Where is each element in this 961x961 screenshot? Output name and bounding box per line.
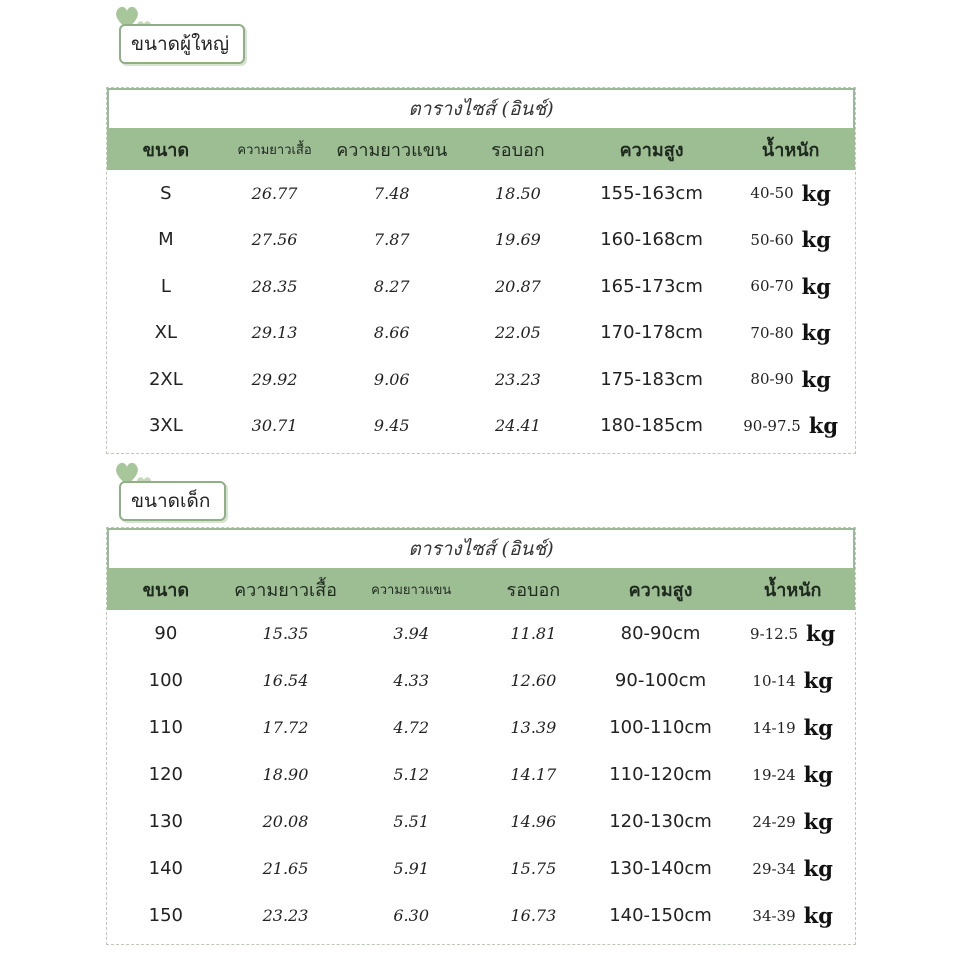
weight-value: 40-50 bbox=[750, 184, 794, 203]
weight-cell bbox=[730, 621, 855, 646]
chest-cell: 15.75 bbox=[510, 859, 557, 878]
height-cell: 80-90cm bbox=[620, 623, 701, 644]
adult-size-table bbox=[106, 87, 856, 454]
header-chest: รอบอก bbox=[491, 139, 545, 161]
kids-table-title: ตารางไซส์ (อินช์) bbox=[107, 528, 855, 568]
chest-cell: 11.81 bbox=[510, 624, 557, 643]
weight-cell bbox=[726, 367, 855, 392]
header-weight: น้ำหนัก bbox=[761, 139, 820, 161]
kids-heading: ขนาดเด็ก bbox=[119, 481, 226, 521]
weight-unit: kg bbox=[803, 856, 833, 881]
weight-value: 70-80 bbox=[750, 323, 794, 342]
chest-cell: 12.60 bbox=[510, 671, 557, 690]
height-cell: 110-120cm bbox=[609, 764, 712, 785]
header-height: ความสูง bbox=[619, 139, 684, 161]
weight-value: 29-34 bbox=[752, 859, 796, 878]
weight-unit: kg bbox=[801, 180, 831, 206]
chest-cell: 16.73 bbox=[510, 906, 557, 925]
weight-unit: kg bbox=[808, 413, 839, 439]
weight-value: 50-60 bbox=[750, 230, 794, 249]
weight-unit: kg bbox=[803, 762, 833, 787]
height-cell: 175-183cm bbox=[600, 368, 703, 390]
adult-table-header bbox=[107, 128, 855, 170]
weight-cell bbox=[726, 274, 855, 299]
size-cell: 120 bbox=[148, 764, 184, 785]
chest-cell: 24.41 bbox=[495, 416, 541, 436]
table-row bbox=[107, 310, 855, 357]
weight-unit: kg bbox=[801, 273, 831, 299]
size-cell: M bbox=[158, 229, 174, 251]
length-cell: 28.35 bbox=[251, 276, 298, 296]
chest-cell: 22.05 bbox=[495, 323, 541, 343]
header-weight: น้ำหนัก bbox=[763, 579, 822, 601]
weight-unit: kg bbox=[801, 320, 831, 346]
weight-cell bbox=[730, 668, 855, 693]
size-cell: 3XL bbox=[148, 415, 183, 437]
weight-unit: kg bbox=[801, 227, 831, 253]
weight-value: 19-24 bbox=[752, 765, 796, 784]
height-cell: 140-150cm bbox=[609, 905, 712, 926]
sleeve-cell: 8.66 bbox=[373, 323, 410, 343]
table-row bbox=[107, 845, 855, 892]
sleeve-cell: 5.51 bbox=[393, 812, 429, 831]
header-size: ขนาด bbox=[142, 579, 190, 601]
weight-unit: kg bbox=[803, 715, 833, 740]
length-cell: 27.56 bbox=[251, 230, 298, 250]
weight-value: 80-90 bbox=[750, 370, 794, 389]
weight-value: 34-39 bbox=[752, 906, 796, 925]
sleeve-cell: 6.30 bbox=[393, 906, 429, 925]
header-sleeve: ความยาวแขน bbox=[371, 582, 452, 598]
length-cell: 29.13 bbox=[251, 323, 298, 343]
sleeve-cell: 9.06 bbox=[373, 369, 410, 389]
table-row bbox=[107, 263, 855, 310]
weight-value: 10-14 bbox=[752, 671, 796, 690]
size-cell: L bbox=[160, 275, 171, 297]
weight-cell bbox=[726, 413, 855, 438]
height-cell: 170-178cm bbox=[600, 322, 703, 344]
length-cell: 15.35 bbox=[262, 624, 309, 643]
header-sleeve: ความยาวแขน bbox=[336, 139, 448, 161]
size-cell: S bbox=[160, 182, 172, 204]
length-cell: 20.08 bbox=[262, 812, 309, 831]
chest-cell: 14.17 bbox=[510, 765, 557, 784]
sleeve-cell: 4.33 bbox=[393, 671, 429, 690]
chest-cell: 19.69 bbox=[495, 230, 541, 250]
chest-cell: 18.50 bbox=[495, 183, 541, 203]
height-cell: 165-173cm bbox=[600, 275, 703, 297]
size-cell: XL bbox=[154, 322, 178, 344]
sleeve-cell: 9.45 bbox=[373, 416, 410, 436]
table-row bbox=[107, 217, 855, 264]
table-row bbox=[107, 657, 855, 704]
chest-cell: 23.23 bbox=[495, 369, 541, 389]
height-cell: 180-185cm bbox=[600, 415, 703, 437]
chest-cell: 20.87 bbox=[495, 276, 541, 296]
header-height: ความสูง bbox=[628, 579, 693, 601]
weight-unit: kg bbox=[803, 668, 833, 693]
length-cell: 29.92 bbox=[251, 369, 298, 389]
weight-cell bbox=[726, 181, 855, 206]
length-cell: 30.71 bbox=[251, 416, 298, 436]
size-cell: 110 bbox=[148, 717, 184, 738]
sleeve-cell: 4.72 bbox=[393, 718, 429, 737]
weight-cell bbox=[726, 320, 855, 345]
kids-size-table bbox=[106, 527, 856, 945]
height-cell: 160-168cm bbox=[600, 229, 703, 251]
weight-cell bbox=[730, 856, 855, 881]
weight-value: 90-97.5 bbox=[743, 416, 801, 435]
table-row bbox=[107, 704, 855, 751]
height-cell: 120-130cm bbox=[609, 811, 712, 832]
table-row bbox=[107, 798, 855, 845]
size-cell: 150 bbox=[148, 905, 184, 926]
adult-table-title: ตารางไซส์ (อินช์) bbox=[107, 88, 855, 128]
length-cell: 17.72 bbox=[262, 718, 309, 737]
chest-cell: 14.96 bbox=[510, 812, 557, 831]
weight-cell bbox=[726, 227, 855, 252]
length-cell: 21.65 bbox=[262, 859, 309, 878]
table-row bbox=[107, 751, 855, 798]
height-cell: 130-140cm bbox=[609, 858, 712, 879]
weight-value: 60-70 bbox=[750, 277, 794, 296]
height-cell: 90-100cm bbox=[614, 670, 707, 691]
kids-table-header bbox=[107, 568, 855, 610]
weight-cell bbox=[730, 809, 855, 834]
header-length: ความยาวเสื้อ bbox=[237, 142, 312, 158]
header-size: ขนาด bbox=[142, 139, 190, 161]
sleeve-cell: 3.94 bbox=[393, 624, 429, 643]
length-cell: 16.54 bbox=[262, 671, 309, 690]
table-row bbox=[107, 892, 855, 939]
length-cell: 26.77 bbox=[251, 183, 298, 203]
sleeve-cell: 5.91 bbox=[393, 859, 429, 878]
height-cell: 155-163cm bbox=[600, 182, 703, 204]
weight-unit: kg bbox=[803, 903, 833, 928]
sleeve-cell: 7.87 bbox=[373, 230, 410, 250]
weight-cell bbox=[730, 903, 855, 928]
sleeve-cell: 5.12 bbox=[393, 765, 429, 784]
size-cell: 140 bbox=[148, 858, 184, 879]
table-row bbox=[107, 610, 855, 657]
size-cell: 2XL bbox=[148, 368, 183, 390]
weight-cell bbox=[730, 715, 855, 740]
kids-table-body bbox=[107, 610, 855, 939]
header-length: ความยาวเสื้อ bbox=[234, 579, 337, 601]
weight-value: 14-19 bbox=[752, 718, 796, 737]
length-cell: 18.90 bbox=[262, 765, 309, 784]
weight-unit: kg bbox=[806, 621, 836, 646]
table-row bbox=[107, 356, 855, 403]
weight-cell bbox=[730, 762, 855, 787]
size-cell: 90 bbox=[154, 623, 178, 644]
weight-value: 24-29 bbox=[752, 812, 796, 831]
size-cell: 130 bbox=[148, 811, 184, 832]
weight-value: 9-12.5 bbox=[750, 624, 799, 643]
height-cell: 100-110cm bbox=[609, 717, 712, 738]
length-cell: 23.23 bbox=[262, 906, 309, 925]
weight-unit: kg bbox=[801, 366, 831, 392]
adult-heading: ขนาดผู้ใหญ่ bbox=[119, 24, 245, 64]
chest-cell: 13.39 bbox=[510, 718, 557, 737]
sleeve-cell: 7.48 bbox=[373, 183, 410, 203]
header-chest: รอบอก bbox=[506, 579, 561, 601]
size-cell: 100 bbox=[148, 670, 184, 691]
adult-table-body bbox=[107, 170, 855, 449]
table-row bbox=[107, 170, 855, 217]
weight-unit: kg bbox=[803, 809, 833, 834]
table-row bbox=[107, 403, 855, 450]
sleeve-cell: 8.27 bbox=[373, 276, 410, 296]
